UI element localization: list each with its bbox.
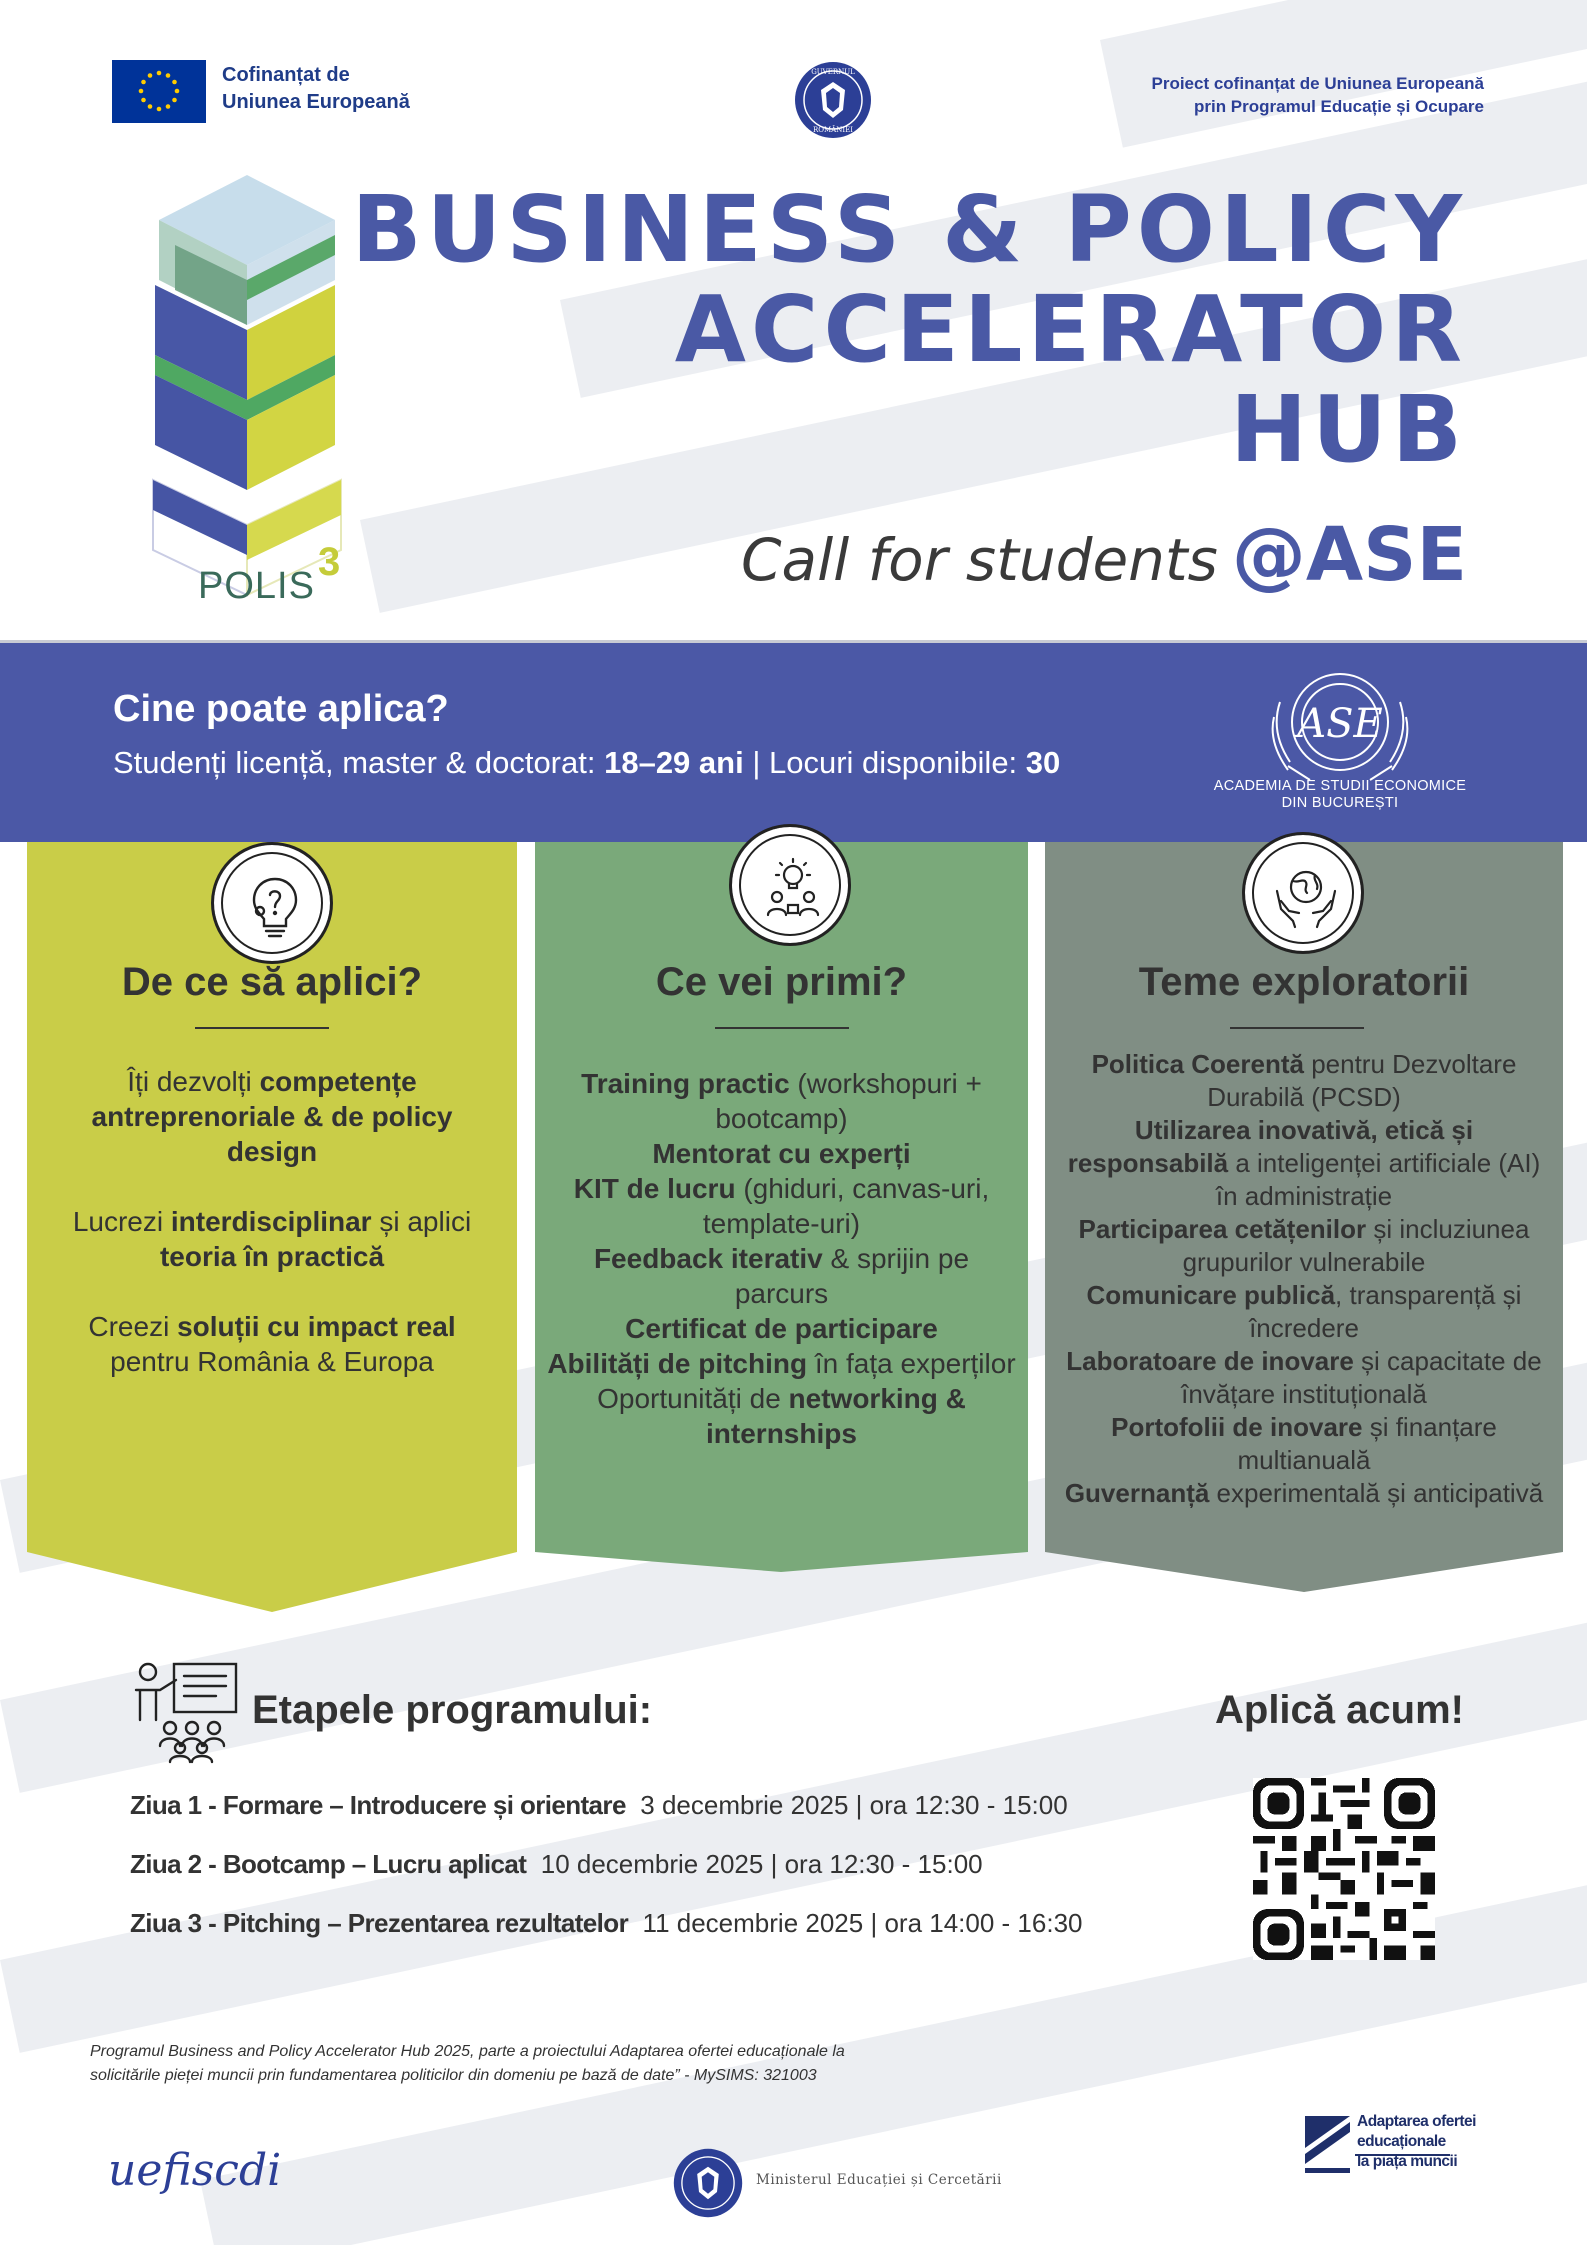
icon-badge: [729, 824, 851, 946]
eu-cofinancing-text: Cofinanțat de Uniunea Europeană: [222, 64, 410, 113]
ase-university-name: ACADEMIA DE STUDII ECONOMICE DIN BUCUREȘTI: [1213, 778, 1467, 811]
lightbulb-question-icon: [240, 871, 310, 941]
polis-logo-text: POLIS: [198, 565, 315, 607]
benefit-item: Abilități de pitching în fața experților: [547, 1348, 1016, 1379]
what-you-get-title: Ce vei primi?: [655, 960, 908, 1004]
mentoring-bulb-icon: [758, 853, 828, 923]
svg-text:ROMÂNIEI: ROMÂNIEI: [813, 126, 853, 134]
program-footnote: Programul Business and Policy Accelerator Hub 2025, parte a proiectului Adaptarea ofertei educaționale la solicitările pieței muncii prin fundamentarea politicilor din domeniu pe bază de date” - MySIMS: 321003: [90, 2043, 845, 2084]
hands-globe-icon: [1271, 861, 1341, 931]
adaptarea-logo-text: Adaptarea ofertei educaționale la piața muncii: [1357, 2113, 1476, 2170]
government-seal-icon: [793, 60, 873, 140]
themes-column: [1045, 842, 1563, 1592]
svg-text:ASE: ASE: [1297, 701, 1383, 747]
polis-logo-superscript: 3: [318, 540, 341, 584]
why-point-1: Îți dezvolți competențe antreprenoriale & de policy design: [91, 1066, 453, 1167]
why-apply-body: [47, 1064, 497, 1414]
title-divider: [1230, 1027, 1364, 1029]
uefiscdi-logo: uefiscdi: [108, 2145, 282, 2196]
ministry-name: Ministerul Educației și Cercetării: [756, 2172, 1002, 2188]
ministry-seal-icon: [672, 2147, 744, 2219]
title-divider: [195, 1027, 329, 1029]
stage-row: Ziua 1 - Formare – Introducere și orientare 3 decembrie 2025 | ora 12:30 - 15:00: [130, 1790, 1068, 1820]
stage-row: Ziua 2 - Bootcamp – Lucru aplicat 10 decembrie 2025 | ora 12:30 - 15:00: [130, 1849, 983, 1879]
benefit-item: Feedback iterativ & sprijin pe parcurs: [593, 1243, 970, 1309]
theme-item: Comunicare publică, transparență și încredere: [1086, 1280, 1522, 1343]
benefit-item: Mentorat cu experți: [652, 1138, 911, 1169]
benefit-item: KIT de lucru (ghiduri, canvas-uri, template-uri): [573, 1173, 990, 1239]
theme-item: Politica Coerentă pentru Dezvoltare Durabilă (PCSD): [1091, 1049, 1517, 1112]
apply-now-heading: Aplică acum!: [1215, 1688, 1464, 1732]
eu-flag-icon: [112, 60, 206, 123]
why-apply-column: [27, 842, 517, 1612]
eligibility-line: Studenți licență, master & doctorat: 18–29 ani | Locuri disponibile: 30: [113, 745, 1061, 780]
theme-item: Laboratoare de inovare și capacitate de învățare instituțională: [1066, 1346, 1542, 1409]
benefit-item: Oportunități de networking & internships: [597, 1383, 966, 1449]
benefit-item: Training practic (workshopuri + bootcamp): [581, 1068, 982, 1134]
why-point-2: Lucrezi interdisciplinar și aplici teoria în practică: [72, 1206, 472, 1272]
who-can-apply-heading: Cine poate aplica?: [113, 688, 449, 730]
stage-row: Ziua 3 - Pitching – Prezentarea rezultatelor 11 decembrie 2025 | ora 14:00 - 16:30: [130, 1908, 1083, 1938]
title-divider: [715, 1027, 849, 1029]
icon-badge: [211, 842, 333, 964]
why-point-3: Creezi soluții cu impact real pentru România & Europa: [88, 1311, 456, 1377]
what-you-get-body: [545, 1066, 1018, 1451]
icon-badge: [1242, 832, 1364, 954]
theme-item: Portofolii de inovare și finanțare multianuală: [1111, 1412, 1497, 1475]
page-title: BUSINESS & POLICY ACCELERATOR HUB: [351, 176, 1467, 483]
qr-code[interactable]: [1253, 1778, 1435, 1960]
theme-item: Utilizarea inovativă, etică și responsabilă a inteligenței artificiale (AI) în administrație: [1067, 1115, 1541, 1211]
call-for-students: Call for students @ASE: [741, 512, 1467, 598]
benefit-item: Certificat de participare: [625, 1313, 938, 1344]
project-cofinancing-text: Proiect cofinanțat de Uniunea Europeană prin Programul Educație și Ocupare: [1151, 74, 1484, 116]
themes-body: [1055, 1048, 1553, 1510]
theme-item: Participarea cetățenilor și incluziunea grupurilor vulnerabile: [1078, 1214, 1530, 1277]
themes-title: Teme exploratorii: [1138, 960, 1470, 1004]
presentation-audience-icon: [130, 1660, 240, 1765]
theme-item: Guvernanță experimentală și anticipativă: [1064, 1478, 1544, 1508]
program-stages-heading: Etapele programului:: [252, 1688, 653, 1732]
what-you-get-column: [535, 842, 1028, 1572]
why-apply-title: De ce să aplici?: [121, 960, 423, 1004]
svg-text:GUVERNUL: GUVERNUL: [811, 68, 855, 76]
